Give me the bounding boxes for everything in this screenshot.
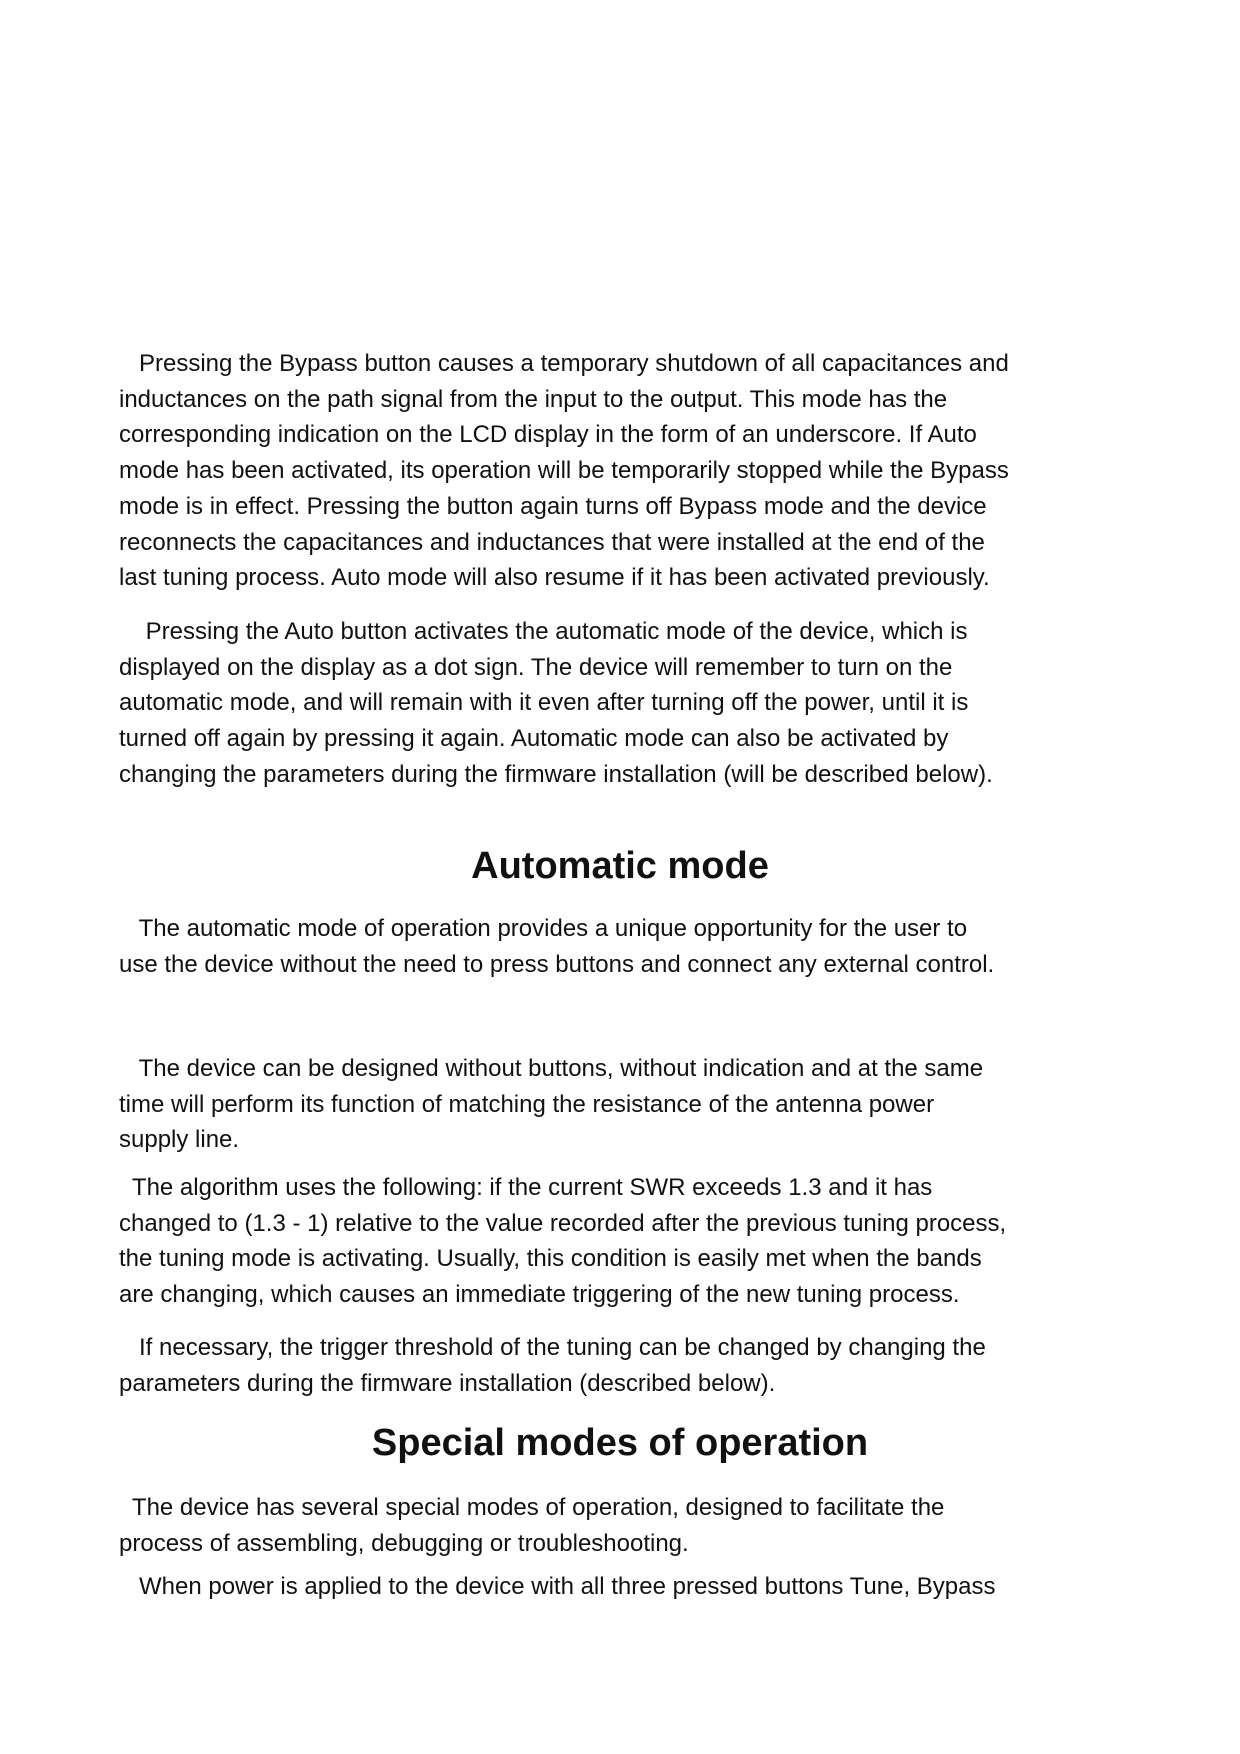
text-line: process of assembling, debugging or troubleshooting.	[119, 1529, 689, 1557]
text-line: mode has been activated, its operation will be temporarily stopped while the Bypass	[119, 457, 1009, 485]
paragraph-bypass	[119, 346, 1129, 596]
paragraph-special-intro	[119, 1490, 1129, 1561]
paragraph-no-buttons	[119, 1051, 1129, 1158]
text-line: Pressing the Bypass button causes a temporary shutdown of all capacitances and	[119, 350, 1009, 377]
text-line: inductances on the path signal from the input to the output. This mode has the	[119, 385, 948, 413]
text-line: automatic mode, and will remain with it even after turning off the power, until it is	[119, 689, 969, 717]
paragraph-power-applied	[119, 1569, 1129, 1605]
text-line: mode is in effect. Pressing the button again turns off Bypass mode and the device	[119, 492, 987, 520]
heading-special-modes: Special modes of operation	[371, 1422, 869, 1464]
paragraph-algorithm	[119, 1170, 1129, 1313]
text-line: corresponding indication on the LCD display in the form of an underscore. If Auto	[119, 421, 977, 449]
text-line: turned off again by pressing it again. Automatic mode can also be activated by	[119, 725, 949, 753]
text-line: changing the parameters during the firmware installation (will be described below).	[119, 760, 993, 788]
heading-automatic-mode: Automatic mode	[471, 845, 769, 887]
text-line: last tuning process. Auto mode will also resume if it has been activated previously.	[119, 564, 990, 592]
text-line: the tuning mode is activating. Usually, this condition is easily met when the bands	[119, 1245, 982, 1273]
paragraph-threshold	[119, 1330, 1129, 1401]
text-line: supply line.	[119, 1126, 240, 1154]
text-line: The algorithm uses the following: if the current SWR exceeds 1.3 and it has	[119, 1174, 933, 1201]
text-line: The device can be designed without buttons, without indication and at the same	[119, 1055, 984, 1082]
text-line: displayed on the display as a dot sign. The device will remember to turn on the	[119, 653, 953, 681]
text-line: parameters during the firmware installation (described below).	[119, 1369, 776, 1397]
text-line: are changing, which causes an immediate triggering of the new tuning process.	[119, 1281, 960, 1309]
text-line: When power is applied to the device with all three pressed buttons Tune, Bypass	[119, 1573, 996, 1600]
text-line: Pressing the Auto button activates the automatic mode of the device, which is	[119, 618, 968, 645]
text-line: The device has several special modes of operation, designed to facilitate the	[119, 1494, 945, 1521]
text-line: If necessary, the trigger threshold of the tuning can be changed by changing the	[119, 1334, 986, 1361]
text-line: The automatic mode of operation provides a unique opportunity for the user to	[119, 915, 968, 942]
text-line: changed to (1.3 - 1) relative to the value recorded after the previous tuning process,	[119, 1209, 1007, 1237]
paragraph-auto-button	[119, 614, 1129, 793]
paragraph-automatic-intro	[119, 911, 1129, 982]
text-line: use the device without the need to press buttons and connect any external control.	[119, 950, 995, 978]
text-line: reconnects the capacitances and inductances that were installed at the end of the	[119, 528, 985, 556]
text-line: time will perform its function of matching the resistance of the antenna power	[119, 1090, 935, 1118]
